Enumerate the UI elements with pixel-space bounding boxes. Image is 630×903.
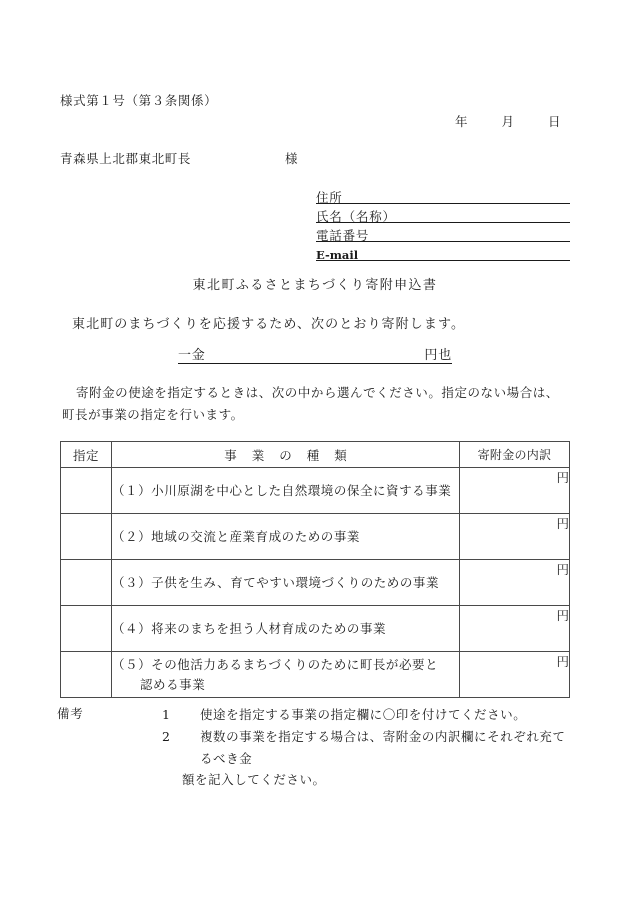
date-month-label: 月 <box>501 114 515 129</box>
date-line <box>455 113 561 131</box>
amount-suffix-label: 円也 <box>424 348 452 363</box>
instruction-paragraph <box>62 382 572 425</box>
breakdown-cell-1[interactable] <box>460 468 570 514</box>
project-type-line-4: （４）将来のまちを担う人材育成のための事業 <box>112 620 387 636</box>
name-field-label: 氏名（名称） <box>316 209 396 224</box>
email-field-row[interactable] <box>316 242 570 261</box>
table-row <box>61 468 570 514</box>
lead-sentence: 東北町のまちづくりを応援するため、次のとおり寄附します。 <box>72 317 466 332</box>
addressee-honorific: 様 <box>285 151 299 166</box>
breakdown-cell-5[interactable] <box>460 652 570 698</box>
address-field-row[interactable] <box>316 185 570 204</box>
breakdown-cell-3[interactable] <box>460 560 570 606</box>
table-row <box>61 652 570 698</box>
remark-text-1: 使途を指定する事業の指定欄に〇印を付けてください。 <box>200 707 527 722</box>
project-type-line-3: （３）子供を生み、育てやすい環境づくりのための事業 <box>112 574 440 590</box>
project-type-cell-5 <box>112 652 460 698</box>
project-type-cell-4 <box>112 606 460 652</box>
project-type-line-5: （５）その他活力あるまちづくりのために町長が必要と <box>112 657 439 673</box>
breakdown-unit-5: 円 <box>556 654 569 669</box>
header-breakdown: 寄附金の内訳 <box>460 442 570 468</box>
table-row <box>61 560 570 606</box>
name-field-row[interactable] <box>316 204 570 223</box>
address-field-label: 住所 <box>316 190 343 205</box>
breakdown-unit-2: 円 <box>556 516 569 531</box>
mark-checkbox-cell-2[interactable] <box>61 514 112 560</box>
remarks-label: 備考 <box>57 706 84 721</box>
amount-prefix-label: 一金 <box>178 348 206 363</box>
project-type-line-5-cont: 認める事業 <box>140 676 206 692</box>
project-type-cell-1 <box>112 468 460 514</box>
table-header-row <box>61 442 570 468</box>
remark-number-1: 1 <box>162 707 171 722</box>
date-year-label: 年 <box>455 114 469 129</box>
breakdown-unit-3: 円 <box>556 562 569 577</box>
header-mark: 指定 <box>61 442 112 468</box>
addressee-name: 青森県上北郡東北町長 <box>60 151 192 166</box>
project-selection-table <box>60 441 570 698</box>
project-type-line-2: （２）地域の交流と産業育成のための事業 <box>112 528 360 544</box>
remark-item-2 <box>162 726 577 791</box>
table-row <box>61 514 570 560</box>
project-type-cell-2 <box>112 514 460 560</box>
remark-text-2-line2: 額を記入してください。 <box>182 772 326 788</box>
remarks-list <box>162 704 577 791</box>
date-day-label: 日 <box>547 114 561 129</box>
instruction-line-2: 町長が事業の指定を行います。 <box>62 406 244 422</box>
breakdown-cell-4[interactable] <box>460 606 570 652</box>
breakdown-cell-2[interactable] <box>460 514 570 560</box>
instruction-line-1: 寄附金の使途を指定するときは、次の中から選んでください。指定のない場合は、 <box>76 385 559 400</box>
mark-checkbox-cell-1[interactable] <box>61 468 112 514</box>
mark-checkbox-cell-4[interactable] <box>61 606 112 652</box>
remark-item-1 <box>162 704 577 726</box>
header-project-type: 事 業 の 種 類 <box>112 442 460 468</box>
mark-checkbox-cell-5[interactable] <box>61 652 112 698</box>
applicant-fields-group <box>316 185 570 261</box>
project-type-cell-3 <box>112 560 460 606</box>
remark-text-2 <box>182 728 577 791</box>
document-title: 東北町ふるさとまちづくり寄附申込書 <box>192 278 438 293</box>
breakdown-unit-4: 円 <box>556 608 569 623</box>
phone-field-row[interactable] <box>316 223 570 242</box>
remark-text-2-line1: 複数の事業を指定する場合は、寄附金の内訳欄にそれぞれ充てるべき金 <box>200 728 566 766</box>
mark-checkbox-cell-3[interactable] <box>61 560 112 606</box>
project-type-line-1: （１）小川原湖を中心とした自然環境の保全に資する事業 <box>112 482 452 498</box>
email-field-label: E-mail <box>316 248 359 262</box>
donation-amount-field[interactable] <box>178 344 452 364</box>
form-number: 様式第１号（第３条関係） <box>60 93 218 108</box>
breakdown-unit-1: 円 <box>556 470 569 485</box>
phone-field-label: 電話番号 <box>316 228 370 243</box>
table-row <box>61 606 570 652</box>
remark-number-2: 2 <box>162 728 171 744</box>
